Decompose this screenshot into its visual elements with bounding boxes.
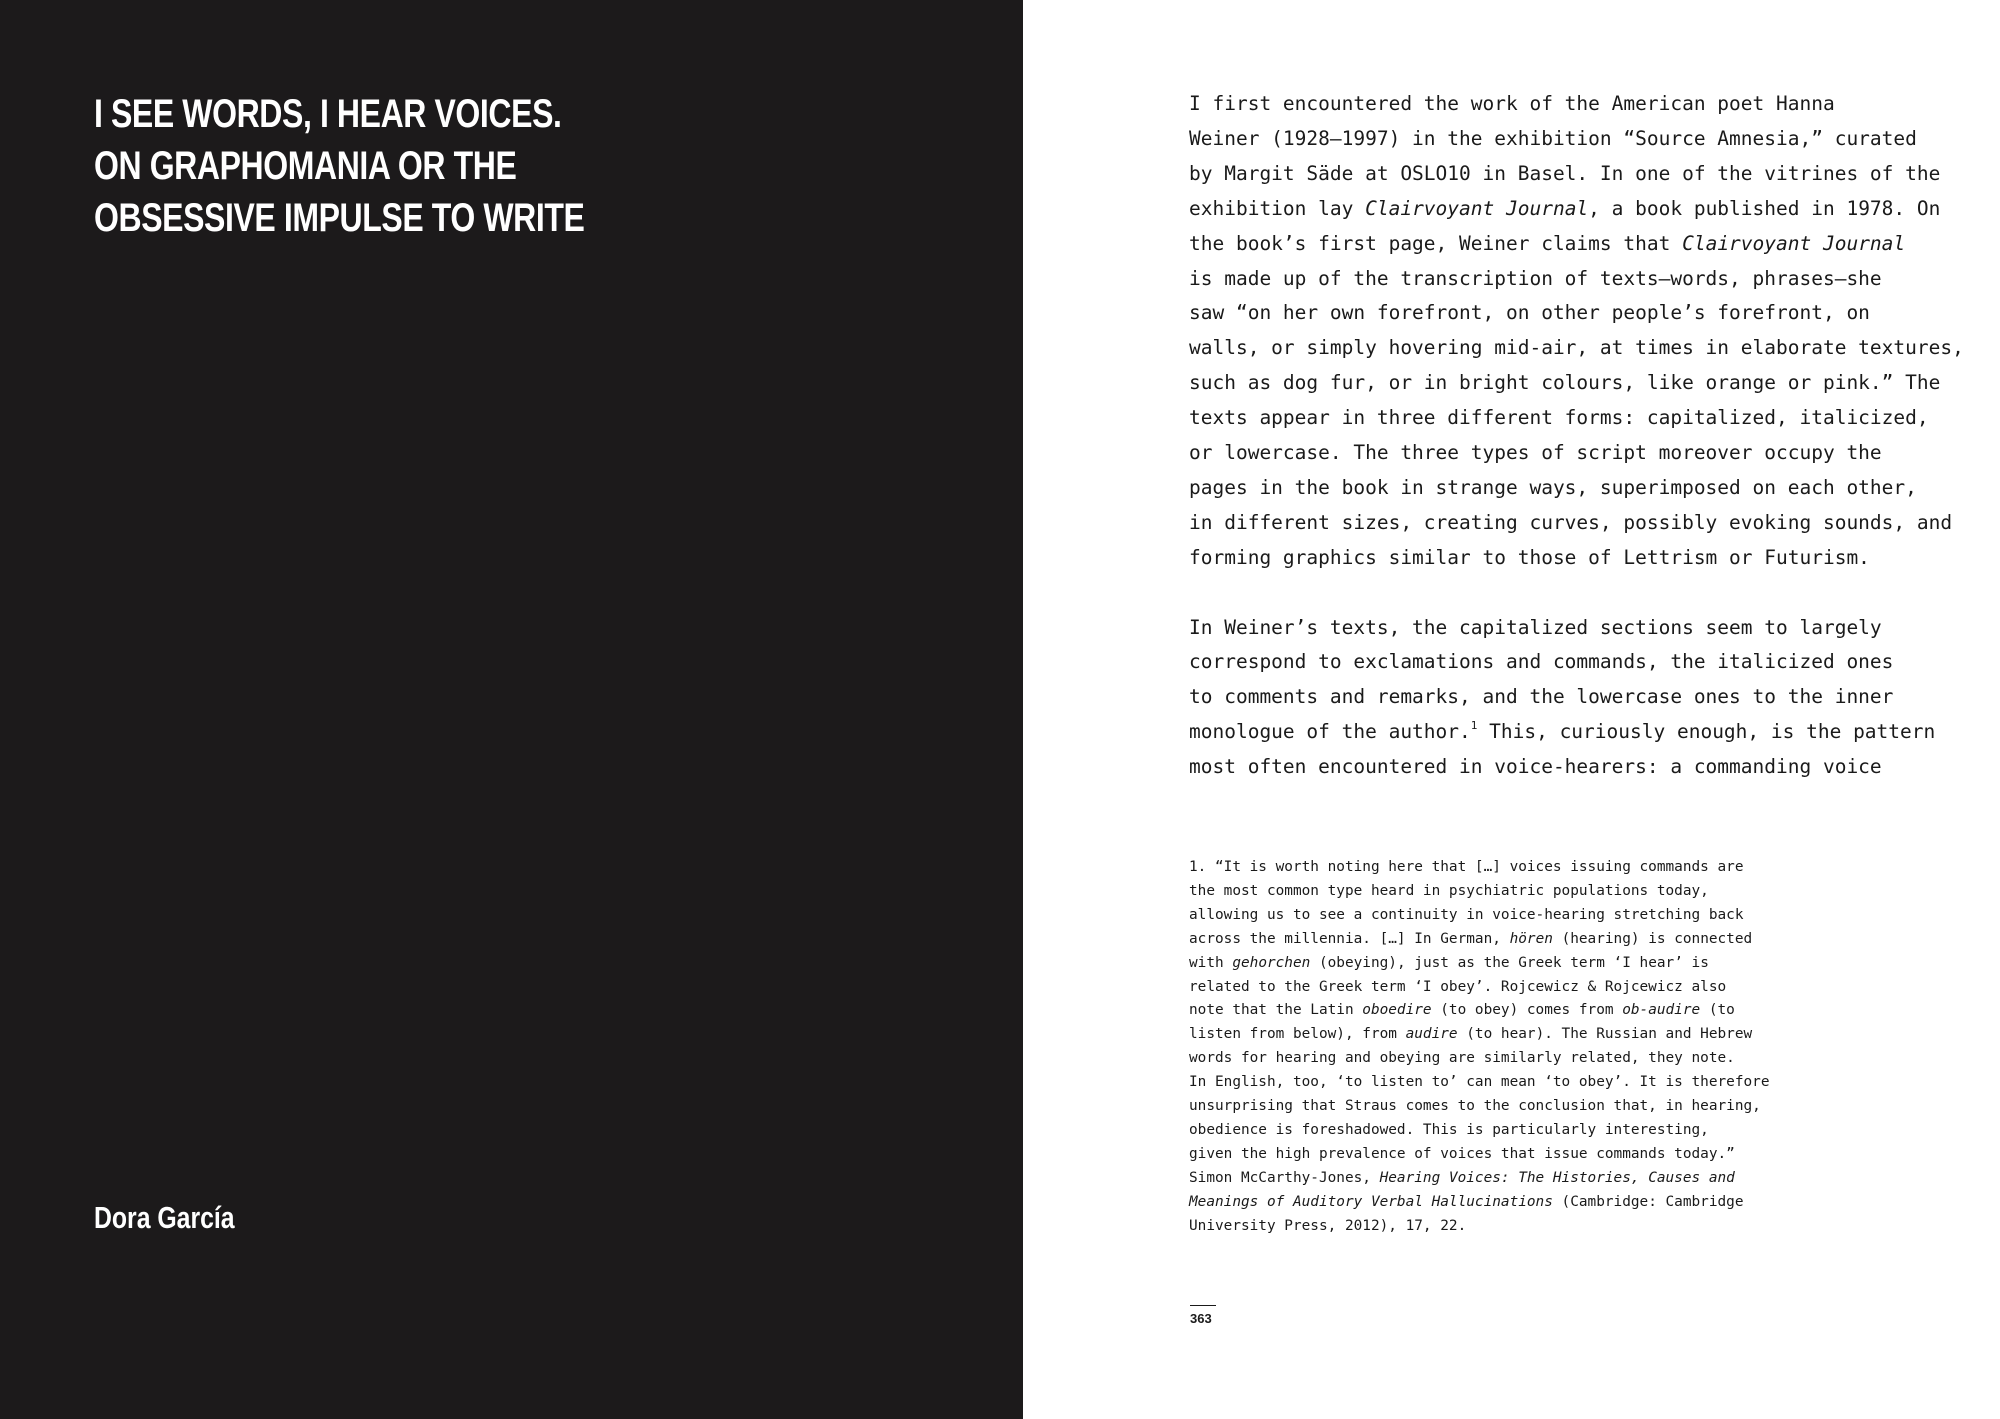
text-line [1189, 506, 1953, 541]
text-line [1189, 880, 1789, 904]
text-run: forming graphics similar to those of Lettrism or Futurism. [1189, 545, 1870, 569]
italic-text: gehorchen [1232, 954, 1311, 971]
text-line [1189, 928, 1789, 952]
text-run: most often encountered in voice-hearers: a commanding voice [1189, 755, 1882, 779]
italic-text: Clairvoyant Journal [1682, 231, 1906, 255]
folio-rule [1190, 1305, 1216, 1306]
text-line [1189, 715, 1936, 750]
text-run: is made up of the transcription of texts—words, phrases—she [1189, 266, 1882, 290]
text-run: in different sizes, creating curves, possibly evoking sounds, and [1189, 510, 1953, 534]
text-run: Weiner (1928–1997) in the exhibition “Source Amnesia,” curated [1189, 126, 1917, 150]
italic-text: ob-audire [1622, 1002, 1701, 1019]
title-line-1: I SEE WORDS, I HEAR VOICES. [94, 92, 562, 136]
text-line [1189, 856, 1789, 880]
essay-title [94, 88, 590, 244]
text-line [1189, 1215, 1789, 1239]
title-line-3: OBSESSIVE IMPULSE TO WRITE [94, 196, 585, 240]
text-run: to comments and remarks, and the lowercase ones to the inner [1189, 685, 1894, 709]
text-run: the book’s first page, Weiner claims that [1189, 231, 1683, 255]
text-run: , a book published in 1978. On [1588, 196, 1941, 220]
text-run: (hearing) is connected [1552, 930, 1753, 947]
text-run: across the millennia. […] In German, [1189, 930, 1510, 947]
text-line [1189, 1095, 1789, 1119]
footnote [1189, 856, 1789, 1239]
text-line [1189, 541, 1929, 576]
text-run: pages in the book in strange ways, superimposed on each other, [1189, 475, 1917, 499]
text-run: In English, too, ‘to listen to’ can mean ‘to obey’. It is therefore [1189, 1074, 1770, 1091]
paragraph [1189, 87, 1964, 576]
text-run: words for hearing and obeying are similarly related, they note. [1189, 1050, 1735, 1067]
text-line [1189, 645, 1929, 680]
text-run: unsurprising that Straus comes to the conclusion that, in hearing, [1189, 1098, 1761, 1115]
italic-text: Hearing Voices: The Histories, Causes and [1379, 1169, 1735, 1186]
text-line [1189, 87, 1929, 122]
text-run: This, curiously enough, is the pattern [1477, 720, 1936, 744]
text-run: (to [1700, 1002, 1735, 1019]
text-line [1189, 436, 1929, 471]
text-line [1189, 1167, 1789, 1191]
body-text [1189, 87, 1964, 785]
text-run: by Margit Säde at OSLO10 in Basel. In one of the vitrines of the [1189, 161, 1941, 185]
text-line [1189, 1047, 1789, 1071]
text-run: (obeying), just as the Greek term ‘I hear’ is [1310, 954, 1709, 971]
page-number: 363 [1190, 1311, 1212, 1326]
text-run: Simon McCarthy-Jones, [1189, 1169, 1380, 1186]
text-run: with [1189, 954, 1233, 971]
text-line [1189, 366, 1941, 401]
text-line [1189, 680, 1929, 715]
text-line [1189, 157, 1941, 192]
text-line [1189, 122, 1929, 157]
text-run: the most common type heard in psychiatric populations today, [1189, 882, 1709, 899]
italic-text: oboedire [1362, 1002, 1432, 1019]
text-run: given the high prevalence of voices that issue commands today.” [1189, 1145, 1735, 1162]
text-line [1189, 904, 1789, 928]
paragraph [1189, 611, 1936, 786]
title-line-2: ON GRAPHOMANIA OR THE [94, 144, 517, 188]
text-run: allowing us to see a continuity in voice-hearing stretching back [1189, 906, 1744, 923]
text-line [1189, 1119, 1789, 1143]
text-line [1189, 976, 1789, 1000]
text-run: note that the Latin [1189, 1002, 1363, 1019]
italic-text: audire [1405, 1026, 1458, 1043]
text-line [1189, 331, 1964, 366]
text-line [1189, 296, 1929, 331]
text-run: related to the Greek term ‘I obey’. Rojcewicz & Rojcewicz also [1189, 978, 1727, 995]
text-line [1189, 999, 1789, 1023]
text-run: exhibition lay [1189, 196, 1366, 220]
text-run: University Press, 2012), 17, 22. [1189, 1217, 1467, 1234]
text-line [1189, 1143, 1789, 1167]
text-line [1189, 1071, 1789, 1095]
text-run: (to hear). The Russian and Hebrew [1457, 1026, 1753, 1043]
text-line [1189, 611, 1929, 646]
text-run: In Weiner’s texts, the capitalized sections seem to largely [1189, 615, 1882, 639]
text-run: (Cambridge: Cambridge [1552, 1193, 1744, 1210]
text-run: (to obey) comes from [1431, 1002, 1623, 1019]
text-run: monologue of the author. [1189, 720, 1471, 744]
text-run: obedience is foreshadowed. This is particularly interesting, [1189, 1121, 1709, 1138]
text-line [1189, 192, 1941, 227]
author-name: Dora García [94, 1200, 235, 1235]
text-line [1189, 952, 1789, 976]
text-run: correspond to exclamations and commands, the italicized ones [1189, 650, 1894, 674]
text-run: texts appear in three different forms: capitalized, italicized, [1189, 406, 1929, 430]
text-run: listen from below), from [1189, 1026, 1406, 1043]
italic-text: Clairvoyant Journal [1365, 196, 1589, 220]
text-run: such as dog fur, or in bright colours, like orange or pink.” The [1189, 371, 1941, 395]
text-run: I first encountered the work of the American poet Hanna [1189, 92, 1835, 115]
text-line [1189, 471, 1929, 506]
italic-text: Meanings of Auditory Verbal Hallucinations [1189, 1193, 1553, 1210]
footnote-marker: 1 [1470, 719, 1478, 733]
text-run: saw “on her own forefront, on other people’s forefront, on [1189, 301, 1870, 325]
text-line [1189, 1191, 1789, 1215]
text-run: or lowercase. The three types of script moreover occupy the [1189, 441, 1882, 465]
text-line [1189, 262, 1929, 297]
text-line [1189, 750, 1929, 785]
text-run: 1. “It is worth noting here that […] voices issuing commands are [1189, 859, 1744, 875]
text-run: walls, or simply hovering mid-air, at times in elaborate textures, [1189, 336, 1964, 360]
text-line [1189, 227, 1929, 262]
text-line [1189, 401, 1929, 436]
text-line [1189, 1023, 1789, 1047]
italic-text: hören [1509, 930, 1553, 947]
